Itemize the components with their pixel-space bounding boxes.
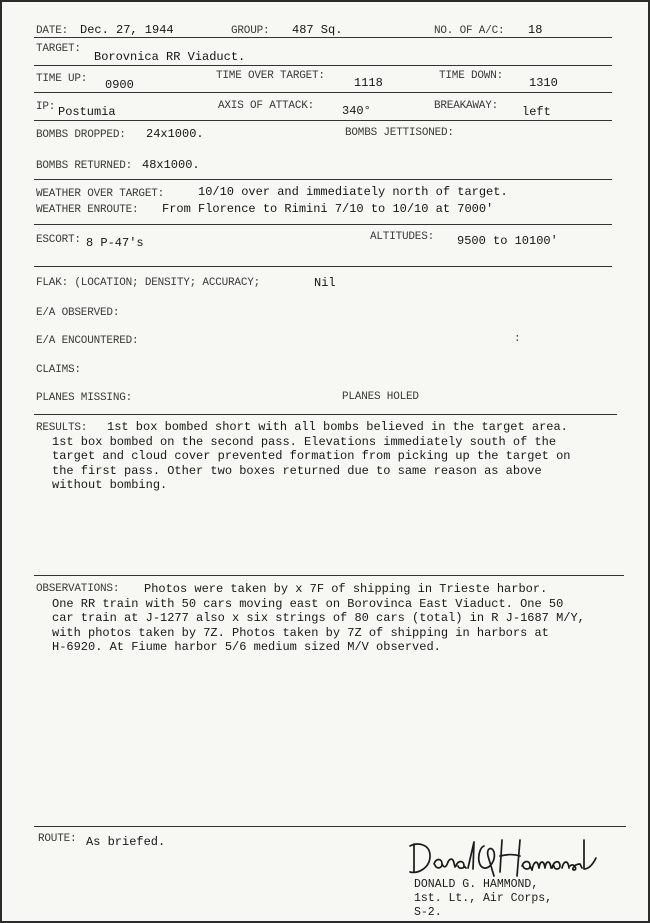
bombs-dropped-value: 24x1000. bbox=[146, 127, 204, 141]
results-line: target and cloud cover prevented formation from picking up the target on bbox=[52, 449, 571, 464]
observations-line: with photos taken by 7Z. Photos taken by 7Z of shipping in harbors at bbox=[52, 625, 549, 640]
time-down-value: 1310 bbox=[529, 76, 558, 90]
target-label: TARGET: bbox=[36, 43, 81, 55]
ea-encountered-label: E/A ENCOUNTERED: bbox=[36, 335, 139, 347]
rule-line bbox=[34, 575, 624, 576]
results-line: 1st box bombed on the second pass. Elevations immediately south of the bbox=[52, 434, 557, 449]
axis-of-attack-value: 340° bbox=[342, 104, 371, 118]
altitudes-label: ALTITUDES: bbox=[370, 231, 435, 243]
time-down-label: TIME DOWN: bbox=[439, 70, 504, 82]
escort-label: ESCORT: bbox=[36, 234, 81, 246]
observations-label: OBSERVATIONS: bbox=[36, 583, 120, 595]
bombs-returned-label: BOMBS RETURNED: bbox=[36, 160, 133, 172]
no-ac-value: 18 bbox=[528, 23, 543, 37]
rule-line bbox=[34, 266, 612, 267]
rule-line bbox=[34, 92, 612, 93]
planes-holed-label: PLANES HOLED bbox=[342, 391, 419, 403]
ip-label: IP: bbox=[36, 101, 56, 113]
ea-observed-label: E/A OBSERVED: bbox=[36, 307, 120, 319]
claims-label: CLAIMS: bbox=[36, 364, 81, 376]
weather-over-target-label: WEATHER OVER TARGET: bbox=[36, 188, 165, 200]
time-over-target-value: 1118 bbox=[354, 76, 383, 90]
no-ac-label: NO. OF A/C: bbox=[434, 25, 505, 37]
observations-line: Photos were taken by x 7F of shipping in Trieste harbor. bbox=[144, 582, 548, 596]
breakaway-label: BREAKAWAY: bbox=[434, 100, 499, 112]
flak-label: FLAK: (LOCATION; DENSITY; ACCURACY; bbox=[36, 277, 261, 289]
rule-line bbox=[34, 414, 617, 415]
route-label: ROUTE: bbox=[38, 833, 77, 845]
results-line: 1st box bombed short with all bombs believed in the target area. bbox=[107, 420, 568, 434]
escort-value: 8 P-47's bbox=[86, 236, 144, 250]
ip-value: Postumia bbox=[58, 105, 116, 119]
observations-line: H-6920. At Fiume harbor 5/6 medium sized M/V observed. bbox=[52, 640, 441, 655]
time-up-value: 0900 bbox=[105, 78, 134, 92]
signature-rank: 1st. Lt., Air Corps, bbox=[414, 892, 553, 905]
signature-unit: S-2. bbox=[414, 906, 442, 919]
bombs-jettisoned-label: BOMBS JETTISONED: bbox=[345, 127, 454, 139]
weather-enroute-label: WEATHER ENROUTE: bbox=[36, 204, 139, 216]
altitudes-value: 9500 to 10100' bbox=[457, 234, 558, 248]
results-line: the first pass. Other two boxes returned due to same reason as above bbox=[52, 463, 542, 478]
time-up-label: TIME UP: bbox=[36, 73, 88, 85]
bombs-dropped-label: BOMBS DROPPED: bbox=[36, 129, 126, 141]
weather-enroute-value: From Florence to Rimini 7/10 to 10/10 at 7000' bbox=[162, 202, 494, 216]
results-label: RESULTS: bbox=[36, 422, 88, 434]
ea-encountered-mark: : bbox=[514, 333, 521, 345]
date-value: Dec. 27, 1944 bbox=[80, 23, 174, 37]
rule-line bbox=[34, 826, 626, 827]
signature-name: DONALD G. HAMMOND, bbox=[414, 878, 539, 891]
weather-over-target-value: 10/10 over and immediately north of target. bbox=[198, 185, 508, 199]
rule-line bbox=[34, 65, 612, 66]
target-value: Borovnica RR Viaduct. bbox=[94, 50, 246, 64]
rule-line bbox=[34, 120, 612, 121]
handwritten-signature bbox=[404, 836, 604, 884]
flak-value: Nil bbox=[314, 276, 336, 290]
route-value: As briefed. bbox=[86, 835, 166, 849]
bombs-returned-value: 48x1000. bbox=[142, 158, 200, 172]
results-line: without bombing. bbox=[52, 478, 168, 493]
observations-line: car train at J-1277 also x six strings of 80 cars (total) in R J-1687 M/Y, bbox=[52, 611, 585, 626]
rule-line bbox=[34, 179, 612, 180]
time-over-target-label: TIME OVER TARGET: bbox=[216, 70, 325, 82]
planes-missing-label: PLANES MISSING: bbox=[36, 392, 133, 404]
rule-line bbox=[34, 224, 612, 225]
group-label: GROUP: bbox=[231, 25, 270, 37]
rule-line bbox=[34, 37, 612, 38]
observations-line: One RR train with 50 cars moving east on Borovinca East Viaduct. One 50 bbox=[52, 596, 564, 611]
group-value: 487 Sq. bbox=[292, 23, 343, 37]
date-label: DATE: bbox=[36, 25, 69, 37]
breakaway-value: left bbox=[522, 105, 551, 119]
axis-of-attack-label: AXIS OF ATTACK: bbox=[218, 100, 315, 112]
